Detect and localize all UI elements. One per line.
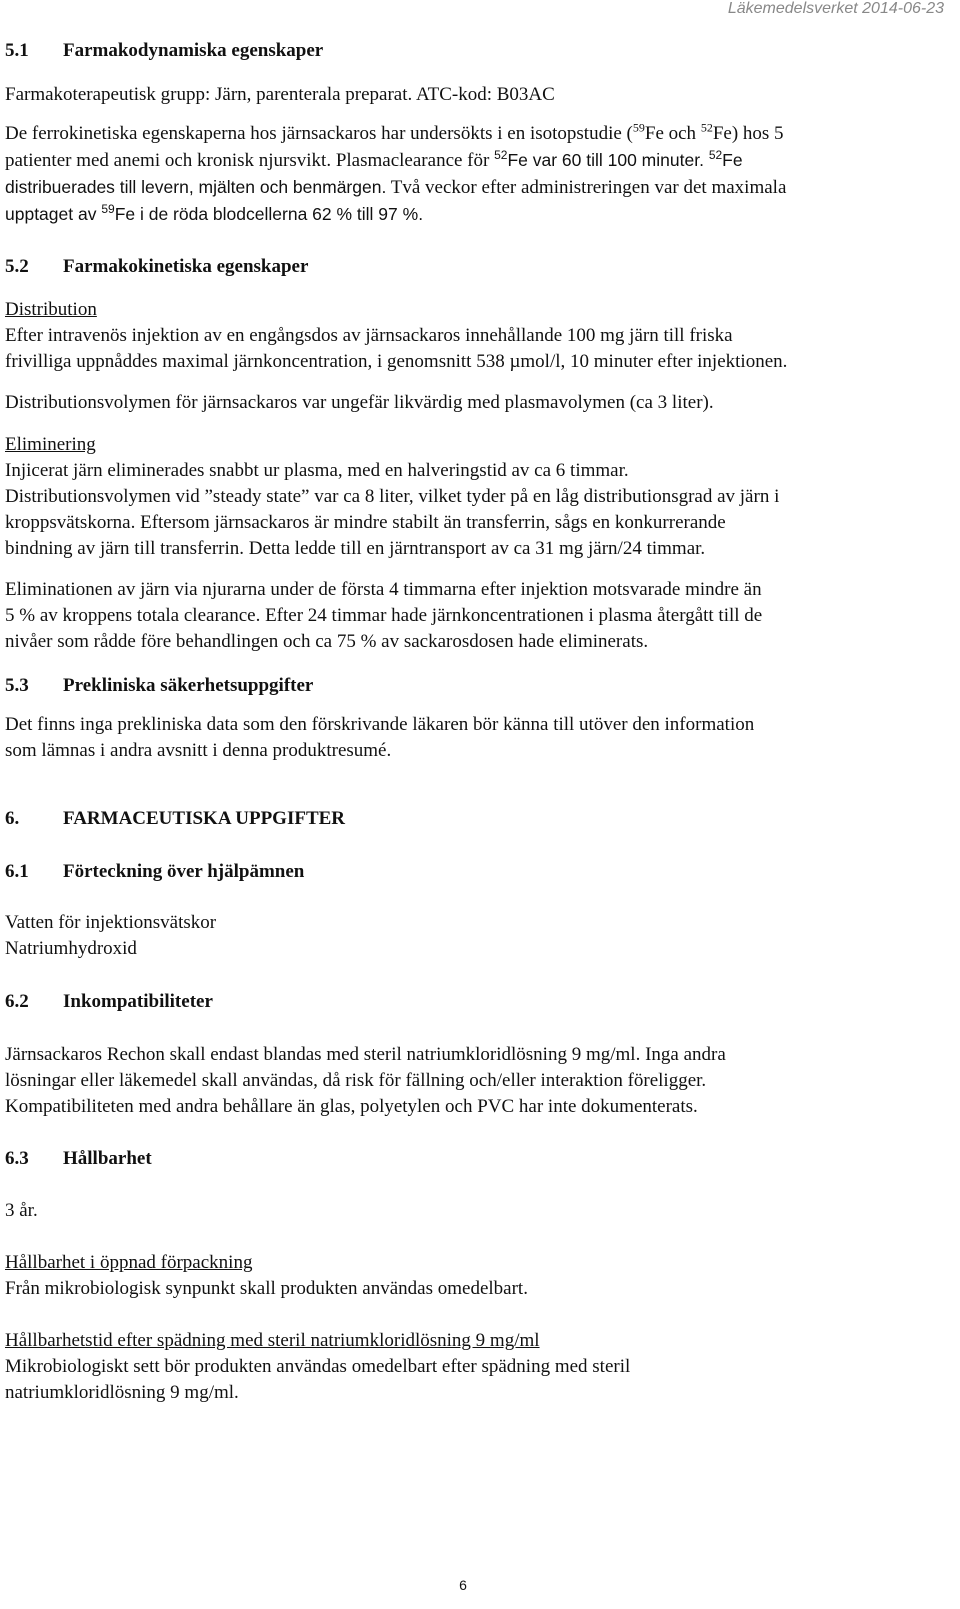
section-6-3-heading <box>5 1146 950 1172</box>
text-run: Fe <box>722 150 743 170</box>
section-6-1-heading <box>5 859 950 885</box>
isotope-superscript: 59 <box>101 202 115 217</box>
text-run: De ferrokinetiska egenskaperna hos järnsackaros har undersökts i en isotopstudie ( <box>5 123 633 144</box>
section-title: Farmakokinetiska egenskaper <box>63 256 309 277</box>
text-line: Mikrobiologiskt sett bör produkten användas omedelbart efter spädning med steril <box>5 1356 631 1377</box>
text-line: bindning av järn till transferrin. Detta ledde till en järntransport av ca 31 mg järn/24 timmar. <box>5 538 706 559</box>
section-number: 5.3 <box>5 675 29 696</box>
text-run: patienter med anemi och kronisk njursvikt. Plasmaclearance för <box>5 150 495 171</box>
text-line: Järnsackaros Rechon skall endast blandas med steril natriumkloridlösning 9 mg/ml. Inga andra <box>5 1044 726 1065</box>
document-content <box>5 38 950 1406</box>
text-line: kroppsvätskorna. Eftersom järnsackaros är mindre stabilt än transferrin, sågs en konkurrerande <box>5 512 726 533</box>
ferrokinetics-paragraph <box>5 121 950 228</box>
section-number: 5.2 <box>5 256 29 277</box>
text-line: Det finns inga prekliniska data som den förskrivande läkaren bör känna till utöver den information <box>5 714 755 735</box>
section-5-1-heading <box>5 38 950 64</box>
text-line: 5 % av kroppens totala clearance. Efter 24 timmar hade järnkoncentrationen i plasma återgått till de <box>5 605 763 626</box>
text-line: natriumkloridlösning 9 mg/ml. <box>5 1382 239 1403</box>
text-line: Injicerat järn eliminerades snabbt ur plasma, med en halveringstid av ca 6 timmar. <box>5 460 629 481</box>
isotope-superscript: 52 <box>700 120 713 135</box>
text-run: Fe var 60 till 100 minuter. <box>507 150 709 170</box>
section-title: FARMACEUTISKA UPPGIFTER <box>63 808 346 829</box>
preclinical-paragraph <box>5 712 950 764</box>
section-title: Farmakodynamiska egenskaper <box>63 40 324 61</box>
text-run: Fe) hos 5 <box>712 123 784 144</box>
text-run-sans <box>494 150 743 170</box>
text-line: Efter intravenös injektion av en engångsdos av järnsackaros innehållande 100 mg järn till friska <box>5 325 733 346</box>
text-line: Eliminationen av järn via njurarna under de första 4 timmarna efter injektion motsvarade mindre än <box>5 579 762 600</box>
section-6-2-heading <box>5 989 950 1015</box>
distribution-volume-paragraph: Distributionsvolymen för järnsackaros var ungefär likvärdig med plasmavolymen (ca 3 liter). <box>5 392 714 413</box>
section-title: Hållbarhet <box>63 1148 152 1169</box>
header-date: Läkemedelsverket 2014-06-23 <box>727 0 944 17</box>
section-5-3-heading <box>5 673 950 699</box>
text-line: frivilliga uppnåddes maximal järnkoncentration, i genomsnitt 538 µmol/l, 10 minuter efter injektionen. <box>5 351 788 372</box>
opened-package-subheading: Hållbarhet i öppnad förpackning <box>5 1252 253 1273</box>
dilution-subheading: Hållbarhetstid efter spädning med steril natriumkloridlösning 9 mg/ml <box>5 1330 540 1351</box>
text-line: Kompatibiliteten med andra behållare än glas, polyetylen och PVC har inte dokumenterats. <box>5 1096 698 1117</box>
text-run: Två veckor efter administreringen var det maximala <box>386 177 787 198</box>
section-number: 6. <box>5 808 20 829</box>
section-title: Prekliniska säkerhetsuppgifter <box>63 675 314 696</box>
atc-line <box>5 82 950 108</box>
text-line: som lämnas i andra avsnitt i denna produktresumé. <box>5 740 392 761</box>
isotope-superscript: 52 <box>708 148 723 163</box>
isotope-superscript: 52 <box>494 148 508 163</box>
text-run-sans: distribuerades till levern, mjälten och benmärgen. <box>5 177 387 197</box>
section-number: 6.1 <box>5 861 29 882</box>
text-run: upptaget av <box>5 204 102 224</box>
opened-package-text: Från mikrobiologisk synpunkt skall produkten användas omedelbart. <box>5 1278 528 1299</box>
excipients-list <box>5 910 950 962</box>
section-title: Inkompatibiliteter <box>63 991 213 1012</box>
section-title: Förteckning över hjälpämnen <box>63 861 305 882</box>
section-6-heading <box>5 806 950 832</box>
elimination-paragraph <box>5 458 950 562</box>
distribution-subheading: Distribution <box>5 299 97 320</box>
section-number: 5.1 <box>5 40 29 61</box>
atc-code: ATC-kod: B03AC <box>412 84 555 105</box>
distribution-paragraph <box>5 323 950 375</box>
page-number: 6 <box>459 1577 467 1593</box>
excipient-item: Vatten för injektionsvätskor <box>5 912 217 933</box>
dilution-paragraph <box>5 1354 950 1406</box>
excipient-item: Natriumhydroxid <box>5 938 137 959</box>
text-line: nivåer som rådde före behandlingen och ca 75 % av sackarosdosen hade eliminerats. <box>5 631 649 652</box>
isotope-superscript: 59 <box>632 120 645 135</box>
renal-elimination-paragraph <box>5 577 950 655</box>
incompatibilities-paragraph <box>5 1042 950 1120</box>
section-number: 6.3 <box>5 1148 29 1169</box>
text-run-sans <box>5 204 423 224</box>
pharmacotherapeutic-group: Farmakoterapeutisk grupp: Järn, parenterala preparat. <box>5 84 413 105</box>
shelf-life-value: 3 år. <box>5 1200 38 1221</box>
text-line: Distributionsvolymen vid ”steady state” var ca 8 liter, vilket tyder på en låg distributionsgrad av järn i <box>5 486 780 507</box>
text-run: Fe i de röda blodcellerna 62 % till 97 %. <box>114 204 424 224</box>
text-line: lösningar eller läkemedel skall användas, då risk för fällning och/eller interaktion föreligger. <box>5 1070 707 1091</box>
elimination-subheading: Eliminering <box>5 434 96 455</box>
section-number: 6.2 <box>5 991 29 1012</box>
section-5-2-heading <box>5 254 950 280</box>
text-run: Fe och <box>644 123 701 144</box>
